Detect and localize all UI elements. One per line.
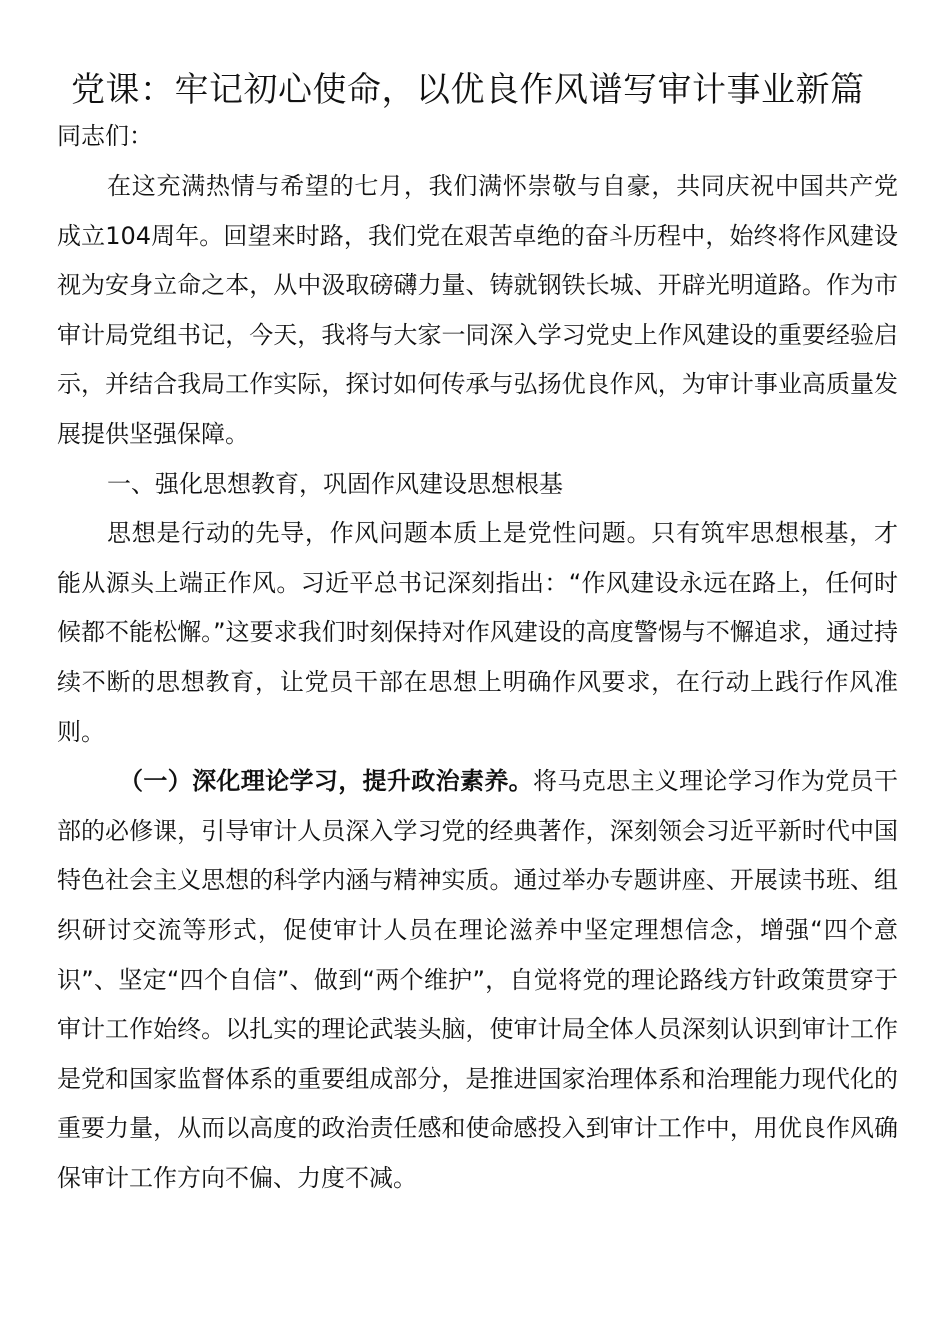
section-1-heading: 一、强化思想教育，巩固作风建设思想根基 <box>107 469 563 498</box>
subsection-1-body: 将马克思主义理论学习作为党员干部的必修课，引导审计人员深入学习党的经典著作，深刻领会习近平新时代中国特色社会主义思想的科学内涵与精神实质。通过举办专题讲座、开展读书班、组织研讨交流等形式，促使审计人员在理论滋养中坚定理想信念，增强“四个意识”、坚定“四个自信”、做到“两个维护”，自觉将党的理论路线方针政策贯穿于审计工作始终。以扎实的理论武装头脑，使审计局全体人员深刻认识到审计工作是党和国家监督体系的重要组成部分，是推进国家治理体系和治理能力现代化的重要力量，从而以高度的政治责任感和使命感投入到审计工作中，用优良作风确保审计工作方向不偏、力度不减。 <box>57 767 898 1192</box>
subsection-1-paragraph <box>57 757 898 1203</box>
greeting: 同志们： <box>57 122 153 150</box>
section-1-paragraph: 思想是行动的先导，作风问题本质上是党性问题。只有筑牢思想根基，才能从源头上端正作风。习近平总书记深刻指出：“作风建设永远在路上，任何时候都不能松懈。”这要求我们时刻保持对作风建设的高度警惕与不懈追求，通过持续不断的思想教育，让党员干部在思想上明确作风要求，在行动上践行作风准则。 <box>57 519 898 746</box>
subsection-1-lead: （一）深化理论学习，提升政治素养。 <box>119 767 534 796</box>
intro-paragraph: 在这充满热情与希望的七月，我们满怀崇敬与自豪，共同庆祝中国共产党成立104周年。回望来时路，我们党在艰苦卓绝的奋斗历程中，始终将作风建设视为安身立命之本，从中汲取磅礴力量、铸就钢铁长城、开辟光明道路。作为市审计局党组书记，今天，我将与大家一同深入学习党史上作风建设的重要经验启示，并结合我局工作实际，探讨如何传承与弘扬优良作风，为审计事业高质量发展提供坚强保障。 <box>57 172 898 448</box>
document-title: 党课：牢记初心使命，以优良作风谱写审计事业新篇 <box>71 70 865 110</box>
